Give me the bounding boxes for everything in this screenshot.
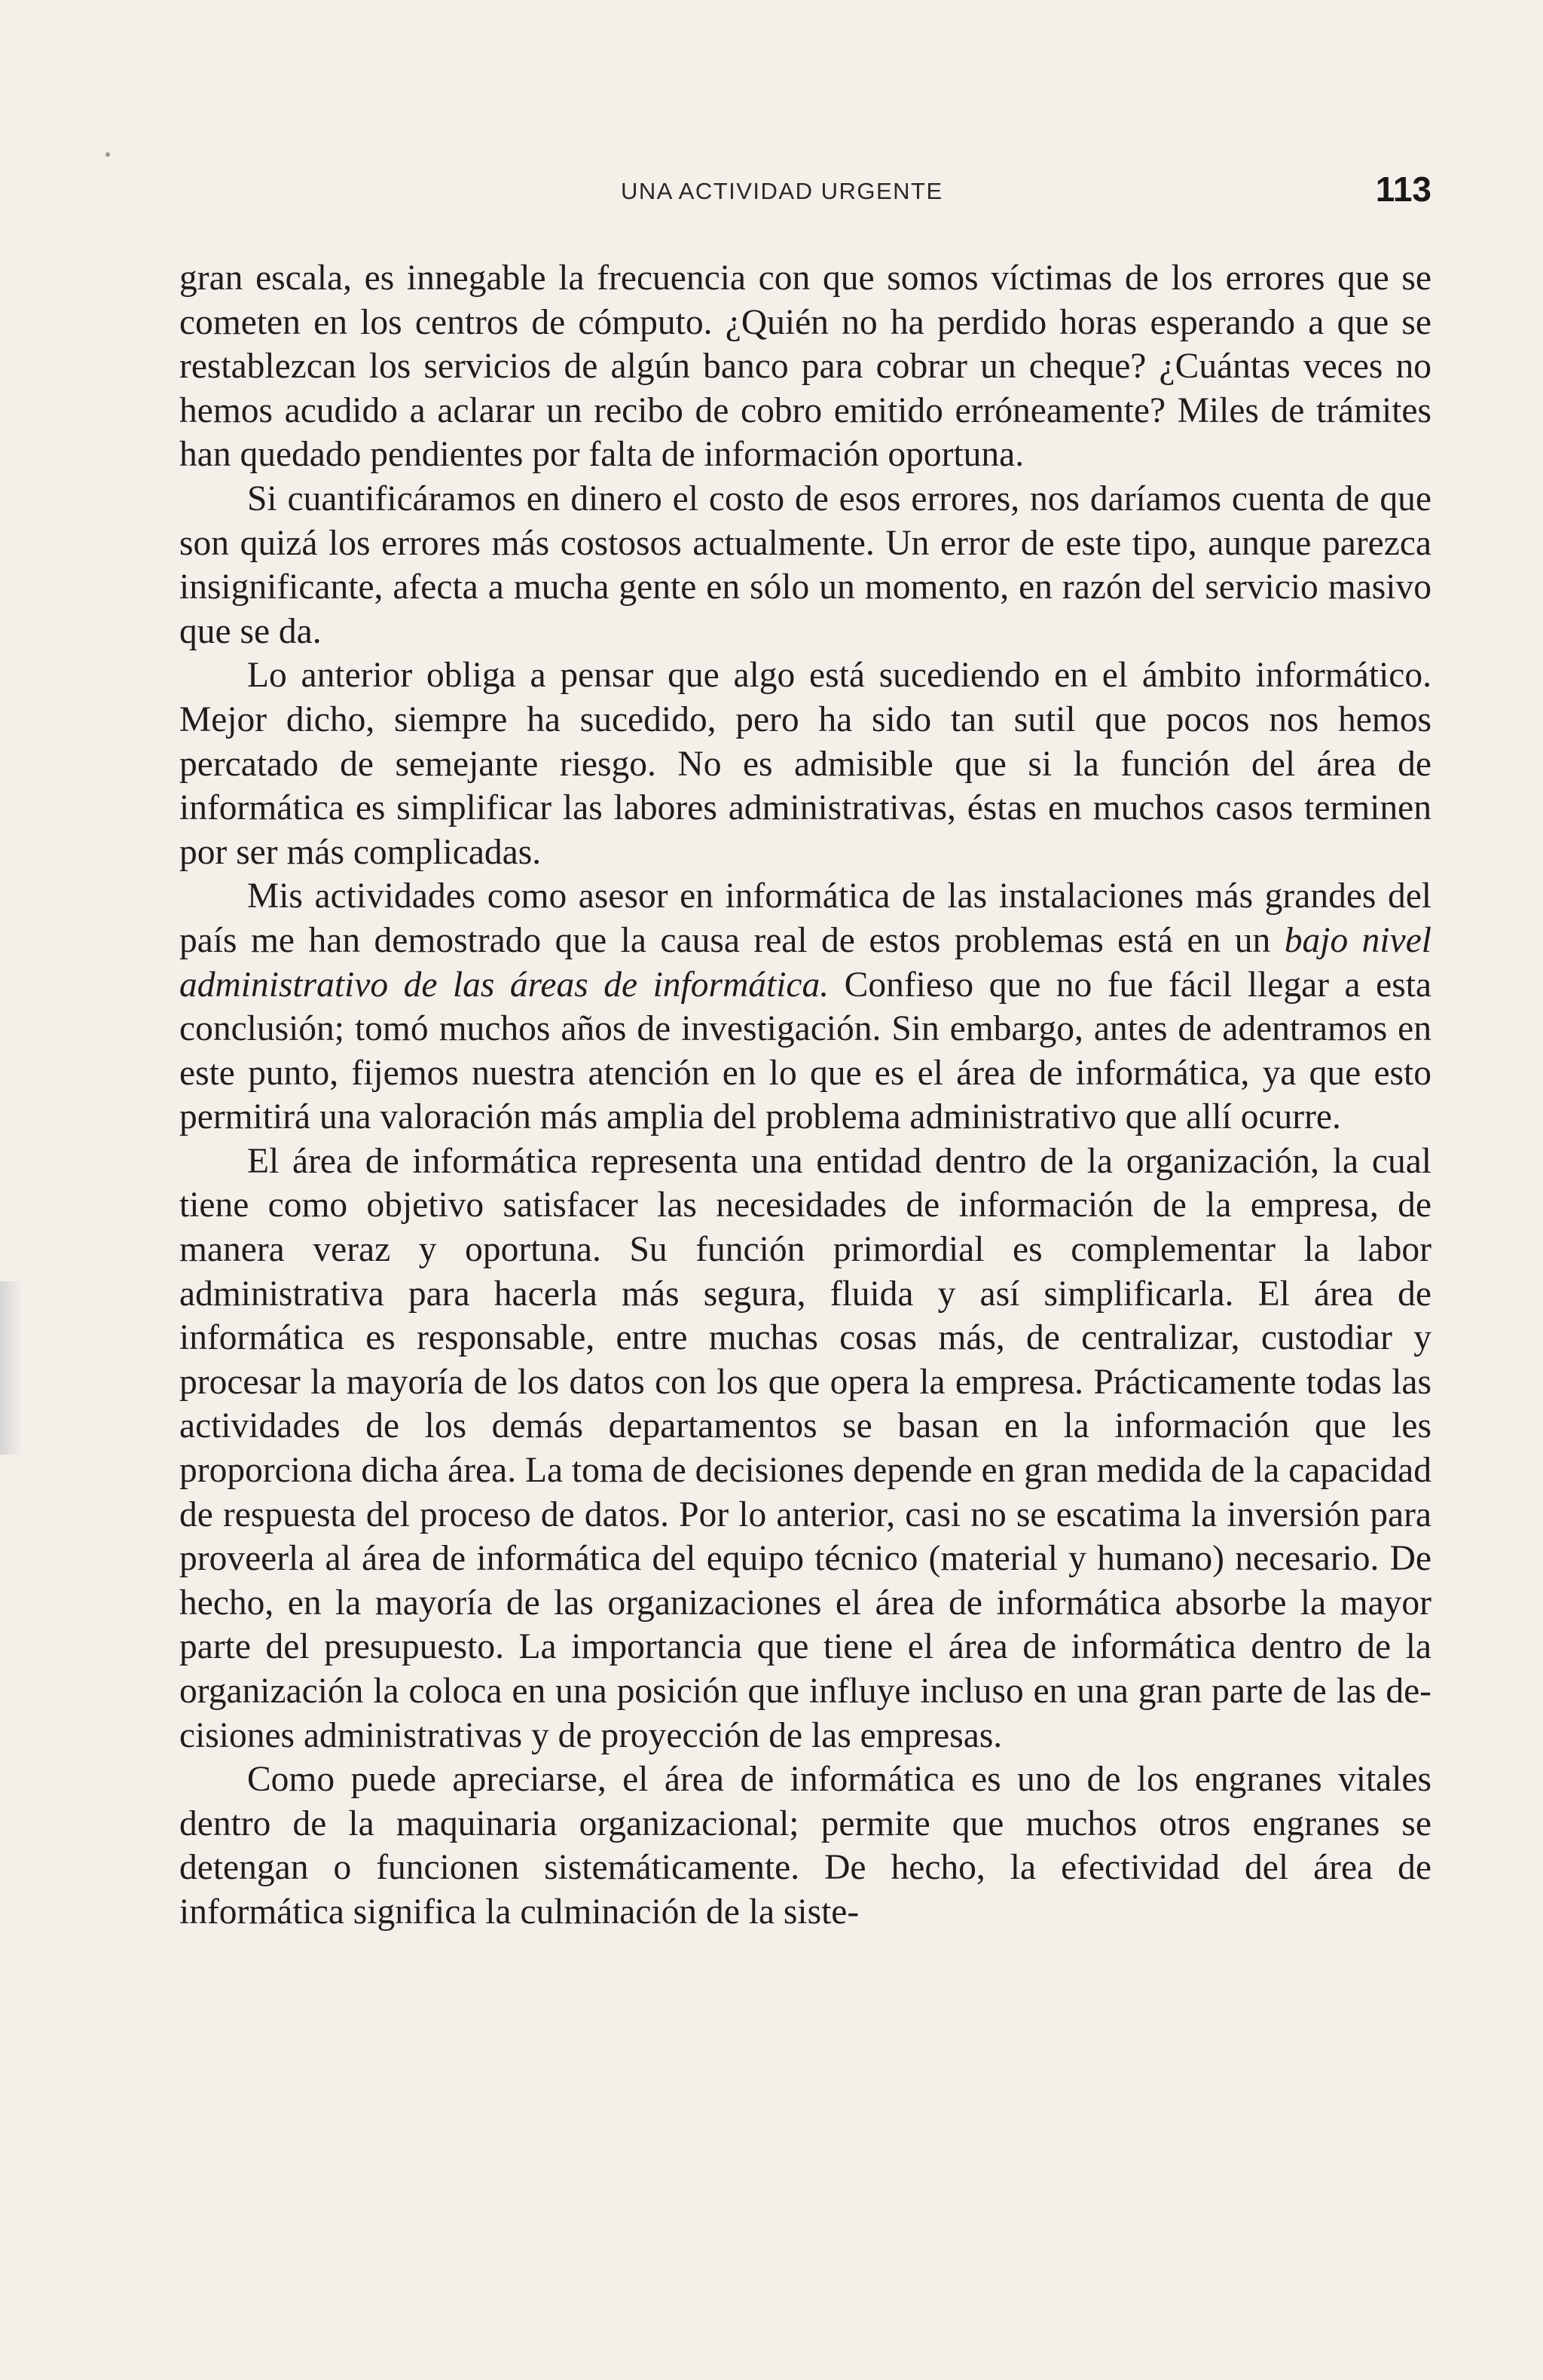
paragraph-4-lead: Mis actividades como asesor en informática de las instalaciones más grandes del país me han demostrado que la causa real de estos problemas está en un [179, 876, 1431, 960]
paragraph-4 [179, 874, 1431, 1140]
paragraph-6: Como puede apreciarse, el área de informática es uno de los engranes vitales dentro de la maquinaria organizacional; permite que muchos otros engranes se detengan o funcionen sistemáticamente. De hecho, la efectividad del área de informática significa la culminación de la siste- [179, 1760, 1431, 1932]
scan-artifact-dot [105, 152, 110, 157]
running-head: UNA ACTIVIDAD URGENTE [621, 178, 943, 204]
page-header [181, 170, 1431, 220]
page-number: 113 [1375, 170, 1431, 209]
body-text [179, 256, 1431, 1935]
paragraph-3: Lo anterior obliga a pensar que algo está sucediendo en el ámbito informático. Mejor dicho, siempre ha sucedido, pero ha sido tan sutil que pocos nos hemos percatado de semejante riesgo. No es admisible que si la función del área de informática es simplificar las labores administrativas, éstas en muchos casos terminen por ser más complicadas. [179, 656, 1431, 872]
paragraph-2: Si cuantificáramos en dinero el costo de esos errores, nos daríamos cuenta de que son quizá los errores más costosos actualmente. Un error de este tipo, aunque parezca insignificante, afecta a mucha gente en sólo un momento, en razón del servicio masivo que se da. [179, 479, 1431, 651]
paragraph-1: gran escala, es innegable la frecuencia con que somos víctimas de los errores que se cometen en los centros de cómputo. ¿Quién no ha perdido horas esperando a que se restablezcan los servicios de algún banco para cobrar un cheque? ¿Cuántas veces no hemos acudido a aclarar un recibo de cobro emitido erróneamente? Miles de trámites han quedado pendientes por falta de información oportuna. [179, 258, 1431, 475]
scan-edge-shadow [0, 1281, 23, 1455]
paragraph-5: El área de informática representa una entidad dentro de la organización, la cual tiene como objetivo satisfacer las necesidades de información de la empresa, de manera veraz y oportuna. Su función primordial es complementar la labor administrativa para hacerla más segura, fluida y así simplificarla. El área de informática es responsable, entre muchas cosas más, de centralizar, custodiar y procesar la mayoría de los datos con los que opera la empresa. Prácticamente todas las actividades de los demás departamentos se basan en la información que les proporciona dicha área. La toma de decisiones depende en gran medida de la capacidad de respuesta del proceso de datos. Por lo anterior, casi no se escatima la inversión para proveerla al área de informática del equipo técnico (material y humano) necesario. De hecho, en la mayoría de las organizaciones el área de informática absorbe la mayor parte del presupuesto. La importancia que tiene el área de informática dentro de la organización la coloca en una posición que influye incluso en una gran parte de las decisiones administrativas y de proyección de las empresas. [179, 1141, 1431, 1755]
paragraph-4-emphasis: bajo nivel administrativo de las áreas de informática. [179, 920, 1431, 1005]
paragraph-4-tail: Confieso que no fue fácil llegar a esta conclusión; tomó muchos años de investigación. Sin embargo, antes de adentramos en este punto, fijemos nuestra atención en lo que es el área de informática, ya que esto permitirá una valoración más amplia del problema administrativo que allí ocurre. [179, 965, 1432, 1137]
